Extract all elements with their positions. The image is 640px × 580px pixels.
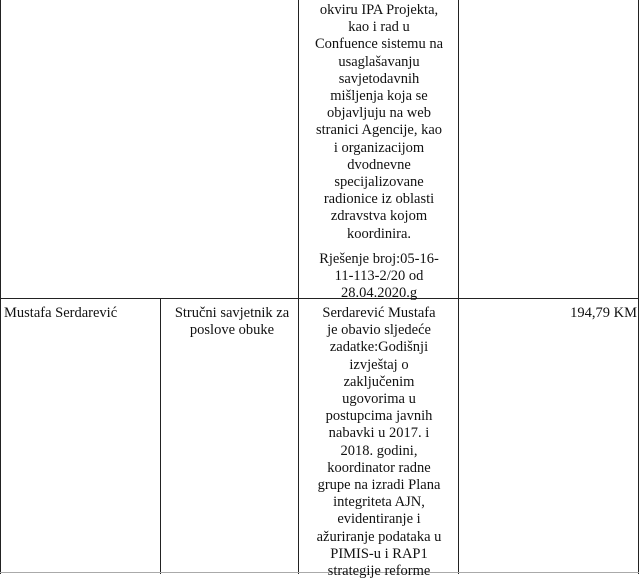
text-line: integriteta AJN, [333, 494, 425, 511]
text-line: 28.04.2020.g [340, 285, 418, 302]
text-line: koordinator radne [327, 459, 431, 476]
text-line: Confuence sistemu na [314, 36, 444, 53]
description-cell-continued [300, 2, 458, 243]
amount-value: 194,79 KM [570, 305, 637, 321]
text-line: koordinira. [346, 225, 412, 242]
text-line: objavljuju na web [327, 105, 431, 122]
description-cell [300, 305, 458, 580]
text-line: 11-113-2/20 od [334, 268, 424, 285]
text-line: zdravstva kojom [330, 208, 428, 225]
text-line: postupcima javnih [325, 408, 433, 425]
text-line: ugovorima u [342, 391, 416, 408]
employee-name: Mustafa Serdarević [4, 305, 118, 321]
text-line: zadatke:Godišnji [329, 339, 429, 356]
text-line: Serdarević Mustafa [322, 305, 436, 321]
text-line: izvještaj o [349, 356, 409, 373]
text-line: grupe na izradi Plana [317, 477, 441, 494]
text-line: zaključenim [343, 373, 415, 390]
position-cell [165, 305, 299, 339]
text-line: dvodnevne [347, 156, 411, 173]
decision-reference [300, 251, 458, 303]
column-divider-3 [458, 0, 459, 574]
table-border-right [638, 0, 639, 574]
text-line: 2018. godini, [340, 442, 418, 459]
text-line: strategije reforme [327, 563, 431, 580]
text-line: je obavio sljedeće [327, 322, 431, 339]
text-line: ažuriranje podataka u [316, 528, 442, 545]
text-line: Rješenje broj:05-16- [319, 251, 439, 267]
text-line: okviru IPA Projekta, [319, 2, 439, 18]
text-line: PIMIS-u i RAP1 [330, 545, 428, 562]
text-line: usaglašavanju [338, 53, 420, 70]
text-line: poslove obuke [189, 322, 275, 339]
text-line: i organizacijom [333, 139, 425, 156]
column-divider-2 [298, 0, 299, 574]
table-border-left [0, 0, 1, 574]
text-line: savjetodavnih [338, 70, 420, 87]
employee-name-cell [4, 305, 117, 322]
text-line: specijalizovane [334, 174, 424, 191]
amount-cell [462, 305, 637, 322]
text-line: mišljenja koja se [330, 88, 428, 105]
text-line: evidentiranje i [337, 511, 421, 528]
text-line: stranici Agencije, kao [315, 122, 443, 139]
text-line: radionice iz oblasti [323, 191, 435, 208]
column-divider-1 [160, 298, 161, 574]
text-line: nabavki u 2017. i [328, 425, 430, 442]
text-line: kao i rad u [348, 19, 410, 36]
text-line: Stručni savjetnik za [174, 305, 290, 321]
